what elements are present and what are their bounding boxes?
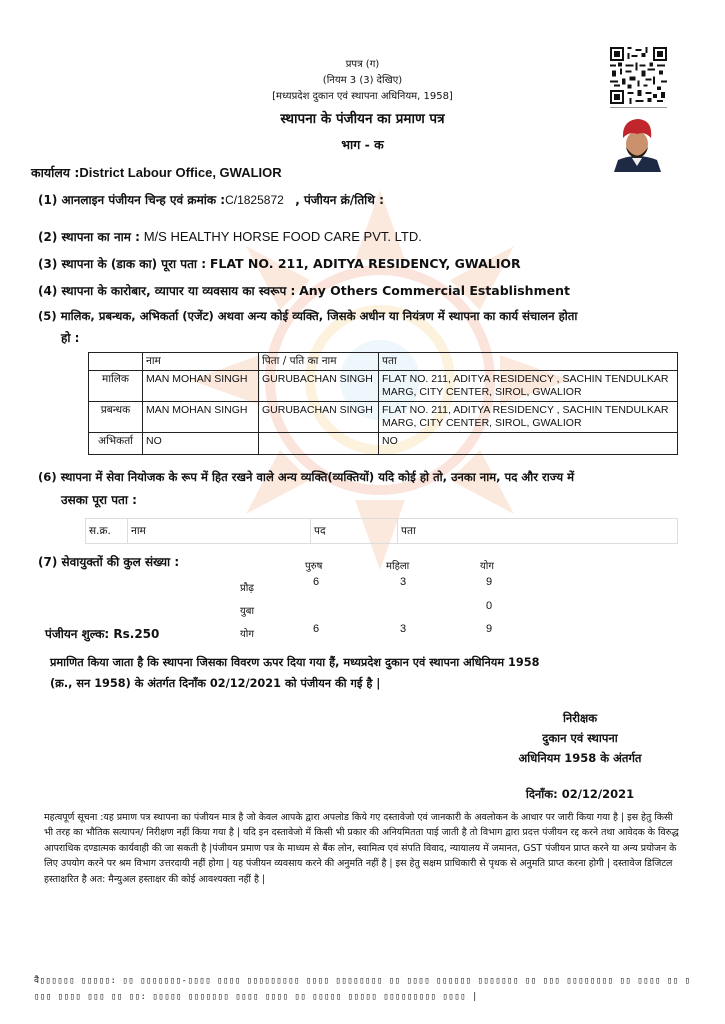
- female-count: 3: [400, 623, 407, 635]
- total-count: 9: [486, 576, 493, 588]
- business-nature: Any Others Commercial Establishment: [299, 283, 570, 298]
- table-row: [89, 402, 678, 433]
- item-2-label: (2) स्थापना का नाम :: [38, 230, 140, 244]
- item-2: [38, 228, 422, 245]
- father-cell: GURUBACHAN SINGH: [259, 371, 379, 402]
- office-line: [31, 164, 282, 181]
- signatory-date: दिनाँक: 02/12/2021: [525, 787, 635, 801]
- father-cell: [259, 433, 379, 455]
- item-6-line-1: (6) स्थापना में सेवा नियोजक के रूप में हित रखने वाले अन्य व्यक्ति(व्यक्तियों) यदि कोई हो तो, उनका नाम, पद और राज्य में: [38, 470, 575, 484]
- header-cell: [89, 353, 143, 371]
- act-reference: [मध्यप्रदेश दुकान एवं स्थापना अधिनियम, 1958]: [272, 91, 453, 102]
- page-subtitle: भाग - क: [341, 137, 384, 152]
- name-cell: NO: [143, 433, 259, 455]
- employer-interest-table: [85, 518, 678, 544]
- header-cell: स.क्र.: [86, 519, 128, 544]
- registration-number: C/1825872: [225, 193, 284, 207]
- footer-garbled-text: वै▯▯▯▯▯▯ ▯▯▯▯▯: ▯▯ ▯▯▯▯▯▯▯-▯▯▯▯ ▯▯▯▯ ▯▯▯▯▯▯▯▯▯ ▯▯▯▯ ▯▯▯▯▯▯▯▯ ▯▯ ▯▯▯▯ ▯▯▯▯▯▯ ▯▯▯▯▯▯▯ ▯▯ ▯▯▯ ▯▯▯▯▯▯▯▯ ▯▯ ▯▯▯▯ ▯▯ ▯▯▯▯ ▯▯▯▯ ▯▯▯ ▯▯ ▯▯: ▯▯▯▯▯ ▯▯▯▯▯▯▯ ▯▯▯▯ ▯▯▯▯ ▯▯ ▯▯▯▯▯ ▯▯▯▯▯ ▯▯▯▯▯▯▯▯▯ ▯▯▯▯ |: [34, 976, 691, 1002]
- owners-table: [88, 352, 678, 455]
- establishment-name: M/S HEALTHY HORSE FOOD CARE PVT. LTD.: [143, 229, 422, 244]
- header-cell: पद: [311, 519, 398, 544]
- item-1-label: (1) आनलाइन पंजीयन चिन्ह एवं क्रमांक :: [38, 193, 226, 207]
- female-count: 3: [400, 576, 407, 588]
- header-cell: नाम: [128, 519, 311, 544]
- item-5-line-1: (5) मालिक, प्रबन्धक, अभिकर्ता (एजेंट) अथवा अन्य कोई व्यक्ति, जिसके अधीन या नियंत्रण में स्थापना का कार्य संचालन होता: [38, 309, 578, 323]
- header-cell: नाम: [143, 353, 259, 371]
- rule-reference: (नियम 3 (3) देखिए): [322, 75, 403, 86]
- header-cell: पता: [398, 519, 678, 544]
- form-number: प्रपत्र (ग): [345, 59, 380, 70]
- establishment-address: FLAT NO. 211, ADITYA RESIDENCY, GWALIOR: [209, 256, 521, 271]
- owner-photo: [612, 114, 663, 172]
- item-7-label: (7) सेवायुक्तों की कुल संख्या :: [38, 555, 180, 569]
- table-header-row: [89, 353, 678, 371]
- name-cell: MAN MOHAN SINGH: [143, 371, 259, 402]
- header-cell: पिता / पति का नाम: [259, 353, 379, 371]
- address-cell: NO: [379, 433, 678, 455]
- registration-fee: पंजीयन शुल्क: Rs.250: [45, 627, 160, 641]
- role-cell: प्रबन्धक: [89, 402, 143, 433]
- header-cell: पता: [379, 353, 678, 371]
- office-value: District Labour Office, GWALIOR: [79, 165, 282, 180]
- item-1: [38, 191, 384, 208]
- item-3: [38, 255, 521, 272]
- row-label: प्रौढ़: [240, 583, 254, 594]
- table-row: [89, 433, 678, 455]
- important-notice: महत्वपूर्ण सूचना :यह प्रमाण पत्र स्थापना का पंजीयन मात्र है जो केवल आपके द्वारा अपलोड किये गए दस्तावेजो एवं जानकारी के अवलोकन के आधार पर जारी किया गया है | इस हेतु किसी भी तरह का भौतिक सत्यापन/ निरीक्षण नहीं किया गया है | यदि इन दस्तावेजो में किसी भी प्रकार की अनियमितता पाई जाती है तो विभाग द्वारा प्रदत्त पंजीयन रद्द करने तथा आवेदक के विरुद्ध आपराधिक दण्डात्मक कार्यवाही की जा सकती है |पंजीयन प्रमाण पत्र के माध्यम से बैंक लोन, स्वामित्व एवं संपति विवाद, न्यायालय में जमानत, GST पंजीयन प्राप्त करने या अन्य प्रयोजन के लिए उपयोग करने पर श्रम विभाग उत्तरदायी नहीं होगा | यह पंजीयन व्यवसाय करने की अनुमति नहीं है | इस हेतु सक्षम प्राधिकारी से पृथक से अनुमति प्राप्त करना होगी | दस्तावेज डिजिटल हस्ताक्षरित है अत: मैन्युअल हस्ताक्षर की कोई आवश्यक्ता नहीं है |: [44, 812, 679, 885]
- item-4-label: (4) स्थापना के कारोबार, व्यापार या व्यवसाय का स्वरूप :: [38, 284, 296, 298]
- item-4: [38, 282, 570, 299]
- office-label: कार्यालय :: [31, 165, 80, 180]
- item-5-line-2: हो :: [61, 331, 80, 345]
- certification-line-1: प्रमाणित किया जाता है कि स्थापना जिसका विवरण ऊपर दिया गया हैं, मध्यप्रदेश दुकान एवं स्थापना अधिनियम 1958: [50, 656, 540, 669]
- col-total: योग: [480, 561, 495, 572]
- signatory-title: निरीक्षक: [562, 711, 598, 725]
- certification-line-2: (क्र., सन 1958) के अंतर्गत दिनाँक 02/12/2021 को पंजीयन की गई है |: [50, 677, 381, 690]
- col-male: पुरुष: [305, 561, 323, 572]
- role-cell: मालिक: [89, 371, 143, 402]
- address-cell: FLAT NO. 211, ADITYA RESIDENCY , SACHIN TENDULKAR MARG, CITY CENTER, SIROL, GWALIOR: [379, 402, 678, 433]
- row-label: युबा: [240, 606, 255, 617]
- col-female: महिला: [386, 561, 410, 572]
- total-count: 0: [486, 600, 493, 612]
- address-cell: FLAT NO. 211, ADITYA RESIDENCY , SACHIN TENDULKAR MARG, CITY CENTER, SIROL, GWALIOR: [379, 371, 678, 402]
- item-6-line-2: उसका पूरा पता :: [61, 493, 137, 507]
- role-cell: अभिकर्ता: [89, 433, 143, 455]
- signatory-act: अधिनियम 1958 के अंतर्गत: [518, 751, 642, 765]
- table-row: [89, 371, 678, 402]
- qr-divider: [610, 107, 667, 108]
- male-count: 6: [313, 576, 320, 588]
- page-title: स्थापना के पंजीयन का प्रमाण पत्र: [280, 111, 445, 127]
- male-count: 6: [313, 623, 320, 635]
- signatory-dept: दुकान एवं स्थापना: [542, 731, 618, 745]
- table-header-row: [86, 519, 678, 544]
- registration-date-label: , पंजीयन क्रं/तिथि :: [295, 193, 384, 207]
- total-count: 9: [486, 623, 493, 635]
- item-3-label: (3) स्थापना के (डाक का) पूरा पता :: [38, 257, 206, 271]
- name-cell: MAN MOHAN SINGH: [143, 402, 259, 433]
- row-label: योग: [240, 629, 255, 640]
- qr-code: [610, 47, 667, 104]
- father-cell: GURUBACHAN SINGH: [259, 402, 379, 433]
